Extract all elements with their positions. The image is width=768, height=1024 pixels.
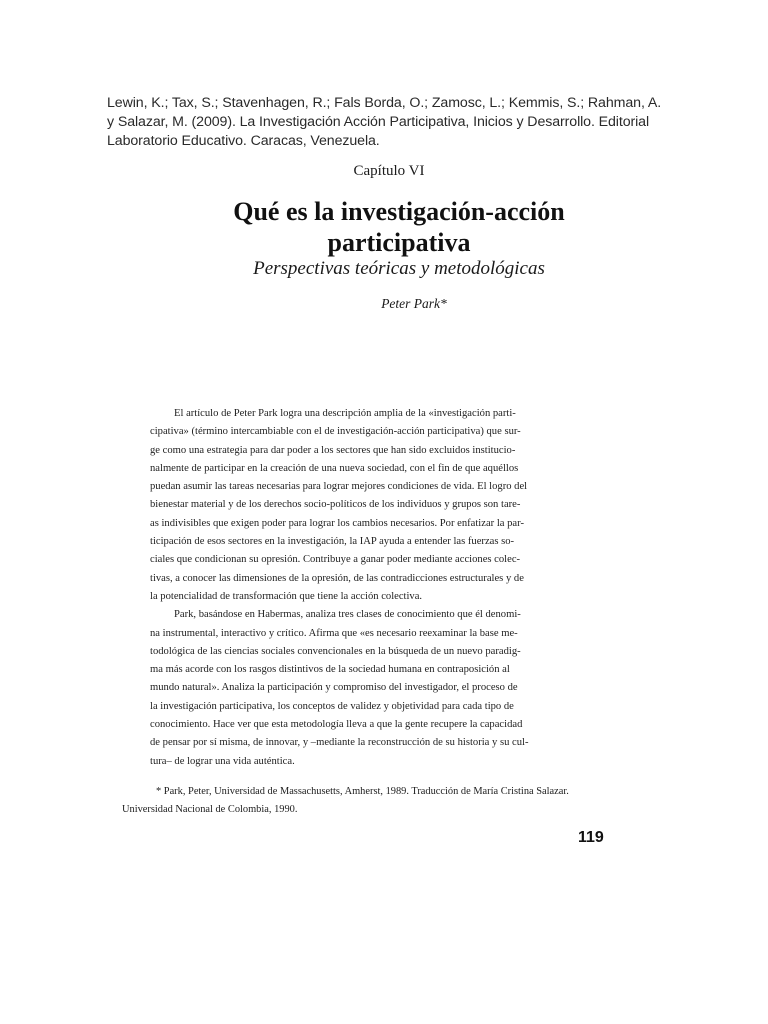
abstract-line: bienestar material y de los derechos socio-políticos de los individuos y grupos son tare- [150, 499, 521, 511]
abstract-line: puedan asumir las tareas necesarias para lograr mejores condiciones de vida. El logro del [150, 481, 528, 493]
title-line: participativa [327, 228, 471, 257]
citation-line: Laboratorio Educativo. Caracas, Venezuela. [107, 133, 380, 149]
abstract-line: mundo natural». Analiza la participación y compromiso del investigador, el proceso de [150, 682, 518, 694]
author-name: Peter Park* [381, 296, 447, 311]
abstract-line: conocimiento. Hace ver que esta metodología lleva a que la gente recupere la capacidad [150, 719, 523, 731]
title-line: Qué es la investigación-acción [233, 197, 565, 226]
abstract-line: ticipación de esos sectores en la investigación, la IAP ayuda a entender las fuerzas so- [150, 536, 515, 548]
footnote-line: * Park, Peter, Universidad de Massachusetts, Amherst, 1989. Traducción de María Cristina Salazar. [156, 786, 569, 797]
citation-line: y Salazar, M. (2009). La Investigación Acción Participativa, Inicios y Desarrollo. Editorial [107, 114, 649, 130]
abstract-line: la potencialidad de transformación que tiene la acción colectiva. [150, 590, 423, 602]
citation-line: Lewin, K.; Tax, S.; Stavenhagen, R.; Fals Borda, O.; Zamosc, L.; Kemmis, S.; Rahman, A. [107, 95, 662, 111]
abstract-line: ge como una estrategia para dar poder a los sectores que han sido excluidos institucio- [150, 444, 516, 456]
footnote-line: Universidad Nacional de Colombia, 1990. [122, 804, 298, 815]
chapter-heading: Capítulo VI [353, 163, 425, 179]
abstract-line: todológica de las ciencias sociales convencionales en la búsqueda de un nuevo paradig- [150, 645, 521, 657]
footnote [122, 783, 642, 819]
abstract-line: na instrumental, interactivo y crítico. Afirma que «es necesario reexaminar la base me- [150, 627, 518, 639]
abstract-line: tivas, a conocer las dimensiones de la opresión, de las contradicciones estructurales y de [150, 572, 524, 584]
page-number: 119 [578, 829, 604, 846]
abstract-line: ma más acorde con los rasgos distintivos de la sociedad humana en contraposición al [150, 664, 510, 676]
abstract-paragraphs [150, 405, 630, 771]
abstract-line: Park, basándose en Habermas, analiza tres clases de conocimiento que él denomi- [174, 609, 521, 621]
abstract-line: nalmente de participar en la creación de una nueva sociedad, con el fin de que aquéllos [150, 462, 519, 474]
abstract-line: de pensar por sí misma, de innovar, y –mediante la reconstrucción de su historia y su cul- [150, 737, 529, 749]
abstract-line: as indivisibles que exigen poder para lograr los cambios necesarios. Por enfatizar la par- [150, 517, 524, 529]
subtitle: Perspectivas teóricas y metodológicas [253, 258, 545, 279]
abstract-line: la investigación participativa, los conceptos de validez y objetividad para cada tipo de [150, 700, 514, 712]
page-title [0, 196, 768, 258]
abstract-line: cipativa» (término intercambiable con el de investigación-acción participativa) que sur- [150, 426, 521, 438]
abstract-line: El artículo de Peter Park logra una descripción amplia de la «investigación parti- [174, 408, 516, 419]
bibliographic-citation [107, 94, 667, 151]
abstract-line: ciales que condicionan su opresión. Contribuye a ganar poder mediante acciones colec- [150, 554, 521, 566]
abstract-line: tura– de lograr una vida auténtica. [150, 755, 295, 767]
